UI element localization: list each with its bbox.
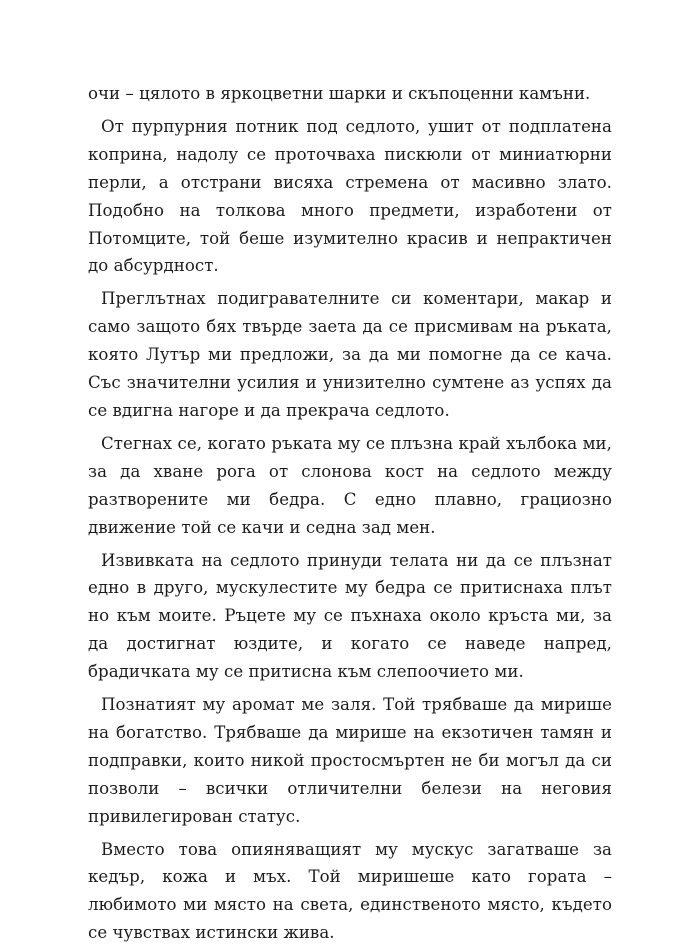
paragraph-4: Стегнах се, когато ръката му се плъзна край хълбока ми, за да хване рога от слонова кост на седлото между разтворените ми бедра. С едно плавно, грациозно движение той се качи и седна зад мен. [88, 433, 612, 537]
paragraph-6: Познатият му аромат ме заля. Той трябваше да мирише на богатство. Трябваше да мирише на екзотичен тамян и подправки, които никой простосмъртен не би могъл да си позволи – всички отличителни белези на неговия привилегирован статус. [88, 695, 612, 826]
paragraph-7: Вместо това опияняващият му мускус загатваше за кедър, кожа и мъх. Той миришеше като гората – любимото ми място на света, единственото място, където се чувствах истински жива. [88, 839, 612, 943]
paragraph-1: очи – цялото в яркоцветни шарки и скъпоценни камъни. [88, 84, 591, 103]
paragraph-5: Извивката на седлото принуди телата ни да се плъзнат едно в друго, мускулестите му бедра се притиснаха плът но към моите. Ръцете му се пъхнаха около кръста ми, за да достигнат юздите, и когато се наведе напред, брадичката му се притисна към слепоочието ми. [88, 550, 612, 682]
paragraph-3: Преглътнах подигравателните си коментари, макар и само защото бях твърде заета да се присмивам на ръката, която Лутър ми предложи, за да ми помогне да се кача. Със значителни усилия и унизително сумтене аз успях да се вдигна нагоре и да прекрача седлото. [88, 289, 612, 420]
paragraph-2: От пурпурния потник под седлото, ушит от подплатена коприна, надолу се проточваха пискюли от миниатюрни перли, а отстрани висяха стремена от масивно злато. Подобно на толкова много предмети, изработени от Потомците, той беше изумително красив и непрактичен до абсурдност. [88, 116, 612, 276]
book-page-text [88, 80, 612, 952]
